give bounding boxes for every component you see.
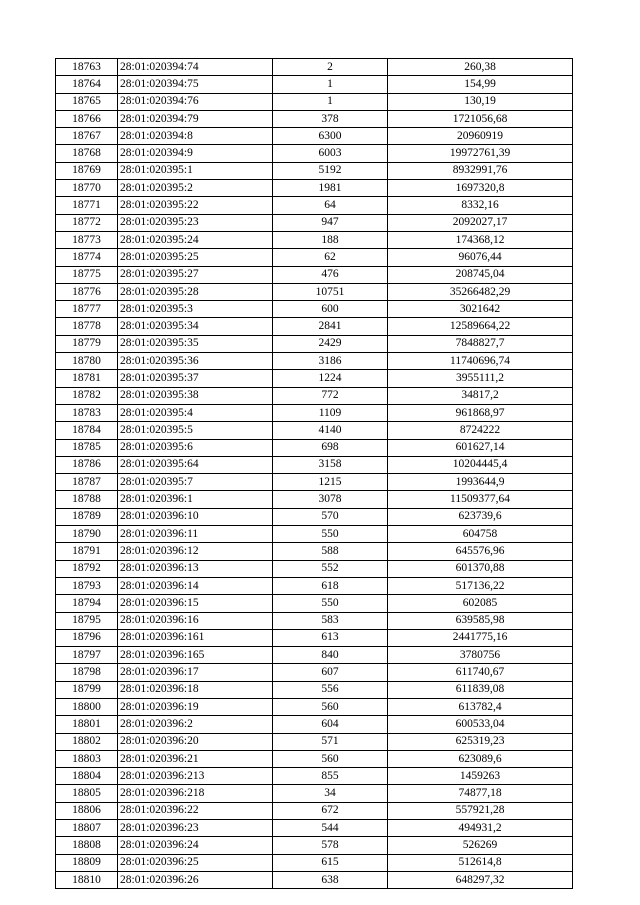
cadastral-number-cell: 28:01:020395:24 [118, 231, 273, 248]
table-row [56, 491, 573, 508]
cadastral-value-cell: 601627,14 [388, 439, 573, 456]
table-row [56, 508, 573, 525]
cadastral-value-cell: 1721056,68 [388, 110, 573, 127]
row-number-cell: 18800 [56, 698, 118, 715]
row-number-cell: 18786 [56, 456, 118, 473]
area-cell: 1224 [273, 370, 388, 387]
row-number-cell: 18779 [56, 335, 118, 352]
row-number-cell: 18806 [56, 802, 118, 819]
cadastral-number-cell: 28:01:020395:35 [118, 335, 273, 352]
cadastral-number-cell: 28:01:020396:165 [118, 647, 273, 664]
row-number-cell: 18788 [56, 491, 118, 508]
table-row [56, 560, 573, 577]
cadastral-value-cell: 611740,67 [388, 664, 573, 681]
table-row [56, 716, 573, 733]
cadastral-value-cell: 74877,18 [388, 785, 573, 802]
table-row [56, 820, 573, 837]
table-row [56, 629, 573, 646]
area-cell: 556 [273, 681, 388, 698]
cadastral-number-cell: 28:01:020396:10 [118, 508, 273, 525]
row-number-cell: 18801 [56, 716, 118, 733]
table-row [56, 110, 573, 127]
row-number-cell: 18796 [56, 629, 118, 646]
row-number-cell: 18783 [56, 404, 118, 421]
table-row [56, 197, 573, 214]
row-number-cell: 18799 [56, 681, 118, 698]
cadastral-number-cell: 28:01:020395:6 [118, 439, 273, 456]
table-row [56, 698, 573, 715]
cadastral-number-cell: 28:01:020396:213 [118, 768, 273, 785]
cadastral-value-cell: 613782,4 [388, 698, 573, 715]
cadastral-value-cell: 600533,04 [388, 716, 573, 733]
row-number-cell: 18770 [56, 180, 118, 197]
cadastral-value-cell: 623739,6 [388, 508, 573, 525]
area-cell: 613 [273, 629, 388, 646]
cadastral-value-cell: 557921,28 [388, 802, 573, 819]
cadastral-value-cell: 2441775,16 [388, 629, 573, 646]
table-row [56, 750, 573, 767]
row-number-cell: 18777 [56, 301, 118, 318]
table-row [56, 353, 573, 370]
table-row [56, 266, 573, 283]
row-number-cell: 18778 [56, 318, 118, 335]
table-row [56, 474, 573, 491]
area-cell: 3186 [273, 353, 388, 370]
area-cell: 4140 [273, 422, 388, 439]
cadastral-number-cell: 28:01:020396:20 [118, 733, 273, 750]
table-row [56, 335, 573, 352]
cadastral-number-cell: 28:01:020396:2 [118, 716, 273, 733]
area-cell: 840 [273, 647, 388, 664]
area-cell: 62 [273, 249, 388, 266]
table-row [56, 180, 573, 197]
table-row [56, 249, 573, 266]
cadastral-value-cell: 8332,16 [388, 197, 573, 214]
area-cell: 6003 [273, 145, 388, 162]
cadastral-number-cell: 28:01:020394:74 [118, 59, 273, 76]
area-cell: 570 [273, 508, 388, 525]
row-number-cell: 18776 [56, 283, 118, 300]
cadastral-value-cell: 1697320,8 [388, 180, 573, 197]
cadastral-number-cell: 28:01:020395:1 [118, 162, 273, 179]
cadastral-number-cell: 28:01:020394:8 [118, 128, 273, 145]
cadastral-value-cell: 12589664,22 [388, 318, 573, 335]
table-row [56, 318, 573, 335]
cadastral-value-cell: 512614,8 [388, 854, 573, 871]
table-row [56, 854, 573, 871]
cadastral-value-cell: 961868,97 [388, 404, 573, 421]
table-row [56, 681, 573, 698]
table-row [56, 93, 573, 110]
cadastral-number-cell: 28:01:020394:79 [118, 110, 273, 127]
cadastral-value-cell: 648297,32 [388, 871, 573, 888]
cadastral-value-cell: 2092027,17 [388, 214, 573, 231]
cadastral-number-cell: 28:01:020395:5 [118, 422, 273, 439]
cadastral-number-cell: 28:01:020395:4 [118, 404, 273, 421]
cadastral-number-cell: 28:01:020395:27 [118, 266, 273, 283]
cadastral-value-cell: 601370,88 [388, 560, 573, 577]
table-row [56, 162, 573, 179]
table-row [56, 370, 573, 387]
cadastral-number-cell: 28:01:020395:3 [118, 301, 273, 318]
area-cell: 2 [273, 59, 388, 76]
cadastral-number-cell: 28:01:020396:11 [118, 526, 273, 543]
row-number-cell: 18792 [56, 560, 118, 577]
row-number-cell: 18772 [56, 214, 118, 231]
cadastral-value-cell: 35266482,29 [388, 283, 573, 300]
cadastral-value-cell: 154,99 [388, 76, 573, 93]
area-cell: 607 [273, 664, 388, 681]
row-number-cell: 18787 [56, 474, 118, 491]
row-number-cell: 18782 [56, 387, 118, 404]
cadastral-value-cell: 3955111,2 [388, 370, 573, 387]
table-row [56, 214, 573, 231]
cadastral-number-cell: 28:01:020395:22 [118, 197, 273, 214]
row-number-cell: 18794 [56, 595, 118, 612]
cadastral-number-cell: 28:01:020396:17 [118, 664, 273, 681]
table-row [56, 577, 573, 594]
row-number-cell: 18805 [56, 785, 118, 802]
table-row [56, 301, 573, 318]
area-cell: 583 [273, 612, 388, 629]
table-row [56, 231, 573, 248]
row-number-cell: 18802 [56, 733, 118, 750]
row-number-cell: 18780 [56, 353, 118, 370]
area-cell: 615 [273, 854, 388, 871]
cadastral-number-cell: 28:01:020395:34 [118, 318, 273, 335]
area-cell: 6300 [273, 128, 388, 145]
cadastral-number-cell: 28:01:020396:19 [118, 698, 273, 715]
area-cell: 3078 [273, 491, 388, 508]
cadastral-number-cell: 28:01:020394:9 [118, 145, 273, 162]
cadastral-value-cell: 623089,6 [388, 750, 573, 767]
table-row [56, 404, 573, 421]
area-cell: 855 [273, 768, 388, 785]
table-row [56, 647, 573, 664]
row-number-cell: 18769 [56, 162, 118, 179]
row-number-cell: 18775 [56, 266, 118, 283]
cadastral-number-cell: 28:01:020395:37 [118, 370, 273, 387]
cadastral-number-cell: 28:01:020396:24 [118, 837, 273, 854]
row-number-cell: 18781 [56, 370, 118, 387]
table-row [56, 439, 573, 456]
cadastral-value-table [55, 58, 573, 889]
table-row [56, 456, 573, 473]
area-cell: 698 [273, 439, 388, 456]
table-row [56, 802, 573, 819]
table-row [56, 422, 573, 439]
cadastral-value-cell: 639585,98 [388, 612, 573, 629]
cadastral-value-cell: 3021642 [388, 301, 573, 318]
cadastral-number-cell: 28:01:020396:161 [118, 629, 273, 646]
cadastral-number-cell: 28:01:020396:16 [118, 612, 273, 629]
cadastral-value-cell: 11740696,74 [388, 353, 573, 370]
cadastral-number-cell: 28:01:020396:23 [118, 820, 273, 837]
cadastral-number-cell: 28:01:020396:25 [118, 854, 273, 871]
area-cell: 10751 [273, 283, 388, 300]
area-cell: 378 [273, 110, 388, 127]
row-number-cell: 18807 [56, 820, 118, 837]
area-cell: 578 [273, 837, 388, 854]
area-cell: 1109 [273, 404, 388, 421]
table-row [56, 128, 573, 145]
cadastral-value-cell: 611839,08 [388, 681, 573, 698]
area-cell: 772 [273, 387, 388, 404]
area-cell: 544 [273, 820, 388, 837]
row-number-cell: 18804 [56, 768, 118, 785]
table-row [56, 612, 573, 629]
cadastral-number-cell: 28:01:020396:26 [118, 871, 273, 888]
area-cell: 618 [273, 577, 388, 594]
cadastral-value-cell: 517136,22 [388, 577, 573, 594]
row-number-cell: 18793 [56, 577, 118, 594]
cadastral-value-cell: 8724222 [388, 422, 573, 439]
row-number-cell: 18773 [56, 231, 118, 248]
cadastral-number-cell: 28:01:020396:218 [118, 785, 273, 802]
table-row [56, 526, 573, 543]
area-cell: 560 [273, 698, 388, 715]
cadastral-value-cell: 20960919 [388, 128, 573, 145]
table-row [56, 387, 573, 404]
row-number-cell: 18803 [56, 750, 118, 767]
table-row [56, 768, 573, 785]
table-row [56, 76, 573, 93]
area-cell: 550 [273, 526, 388, 543]
row-number-cell: 18771 [56, 197, 118, 214]
area-cell: 672 [273, 802, 388, 819]
row-number-cell: 18768 [56, 145, 118, 162]
cadastral-number-cell: 28:01:020395:64 [118, 456, 273, 473]
row-number-cell: 18797 [56, 647, 118, 664]
cadastral-number-cell: 28:01:020396:13 [118, 560, 273, 577]
area-cell: 604 [273, 716, 388, 733]
cadastral-value-cell: 34817,2 [388, 387, 573, 404]
cadastral-value-cell: 1459263 [388, 768, 573, 785]
area-cell: 947 [273, 214, 388, 231]
area-cell: 552 [273, 560, 388, 577]
area-cell: 2429 [273, 335, 388, 352]
area-cell: 550 [273, 595, 388, 612]
area-cell: 571 [273, 733, 388, 750]
area-cell: 1981 [273, 180, 388, 197]
area-cell: 600 [273, 301, 388, 318]
cadastral-number-cell: 28:01:020396:14 [118, 577, 273, 594]
row-number-cell: 18810 [56, 871, 118, 888]
area-cell: 1 [273, 93, 388, 110]
area-cell: 1 [273, 76, 388, 93]
area-cell: 2841 [273, 318, 388, 335]
cadastral-value-cell: 260,38 [388, 59, 573, 76]
table-row [56, 283, 573, 300]
cadastral-number-cell: 28:01:020395:28 [118, 283, 273, 300]
cadastral-value-cell: 19972761,39 [388, 145, 573, 162]
table-row [56, 595, 573, 612]
cadastral-number-cell: 28:01:020394:76 [118, 93, 273, 110]
row-number-cell: 18774 [56, 249, 118, 266]
cadastral-number-cell: 28:01:020396:12 [118, 543, 273, 560]
row-number-cell: 18798 [56, 664, 118, 681]
table-row [56, 145, 573, 162]
cadastral-number-cell: 28:01:020396:21 [118, 750, 273, 767]
cadastral-number-cell: 28:01:020395:2 [118, 180, 273, 197]
cadastral-value-cell: 1993644,9 [388, 474, 573, 491]
cadastral-value-cell: 526269 [388, 837, 573, 854]
area-cell: 588 [273, 543, 388, 560]
area-cell: 638 [273, 871, 388, 888]
cadastral-number-cell: 28:01:020396:18 [118, 681, 273, 698]
cadastral-number-cell: 28:01:020395:36 [118, 353, 273, 370]
table-body [56, 59, 573, 889]
cadastral-number-cell: 28:01:020395:38 [118, 387, 273, 404]
table-row [56, 785, 573, 802]
table-row [56, 664, 573, 681]
area-cell: 3158 [273, 456, 388, 473]
cadastral-value-cell: 602085 [388, 595, 573, 612]
row-number-cell: 18791 [56, 543, 118, 560]
area-cell: 34 [273, 785, 388, 802]
cadastral-value-cell: 10204445,4 [388, 456, 573, 473]
cadastral-number-cell: 28:01:020395:25 [118, 249, 273, 266]
table-row [56, 59, 573, 76]
cadastral-value-cell: 96076,44 [388, 249, 573, 266]
row-number-cell: 18795 [56, 612, 118, 629]
cadastral-number-cell: 28:01:020396:15 [118, 595, 273, 612]
area-cell: 1215 [273, 474, 388, 491]
cadastral-value-cell: 625319,23 [388, 733, 573, 750]
table-row [56, 837, 573, 854]
cadastral-number-cell: 28:01:020395:23 [118, 214, 273, 231]
table-row [56, 733, 573, 750]
cadastral-value-cell: 3780756 [388, 647, 573, 664]
row-number-cell: 18789 [56, 508, 118, 525]
cadastral-number-cell: 28:01:020395:7 [118, 474, 273, 491]
row-number-cell: 18808 [56, 837, 118, 854]
cadastral-value-cell: 8932991,76 [388, 162, 573, 179]
cadastral-value-cell: 208745,04 [388, 266, 573, 283]
cadastral-number-cell: 28:01:020394:75 [118, 76, 273, 93]
table-row [56, 543, 573, 560]
area-cell: 64 [273, 197, 388, 214]
row-number-cell: 18764 [56, 76, 118, 93]
area-cell: 188 [273, 231, 388, 248]
area-cell: 476 [273, 266, 388, 283]
row-number-cell: 18765 [56, 93, 118, 110]
table-row [56, 871, 573, 888]
cadastral-value-cell: 130,19 [388, 93, 573, 110]
cadastral-value-cell: 7848827,7 [388, 335, 573, 352]
cadastral-value-cell: 174368,12 [388, 231, 573, 248]
area-cell: 560 [273, 750, 388, 767]
row-number-cell: 18809 [56, 854, 118, 871]
row-number-cell: 18766 [56, 110, 118, 127]
cadastral-value-cell: 11509377,64 [388, 491, 573, 508]
row-number-cell: 18785 [56, 439, 118, 456]
cadastral-value-cell: 645576,96 [388, 543, 573, 560]
row-number-cell: 18790 [56, 526, 118, 543]
cadastral-value-cell: 494931,2 [388, 820, 573, 837]
row-number-cell: 18767 [56, 128, 118, 145]
cadastral-number-cell: 28:01:020396:22 [118, 802, 273, 819]
row-number-cell: 18784 [56, 422, 118, 439]
row-number-cell: 18763 [56, 59, 118, 76]
cadastral-number-cell: 28:01:020396:1 [118, 491, 273, 508]
cadastral-value-cell: 604758 [388, 526, 573, 543]
area-cell: 5192 [273, 162, 388, 179]
